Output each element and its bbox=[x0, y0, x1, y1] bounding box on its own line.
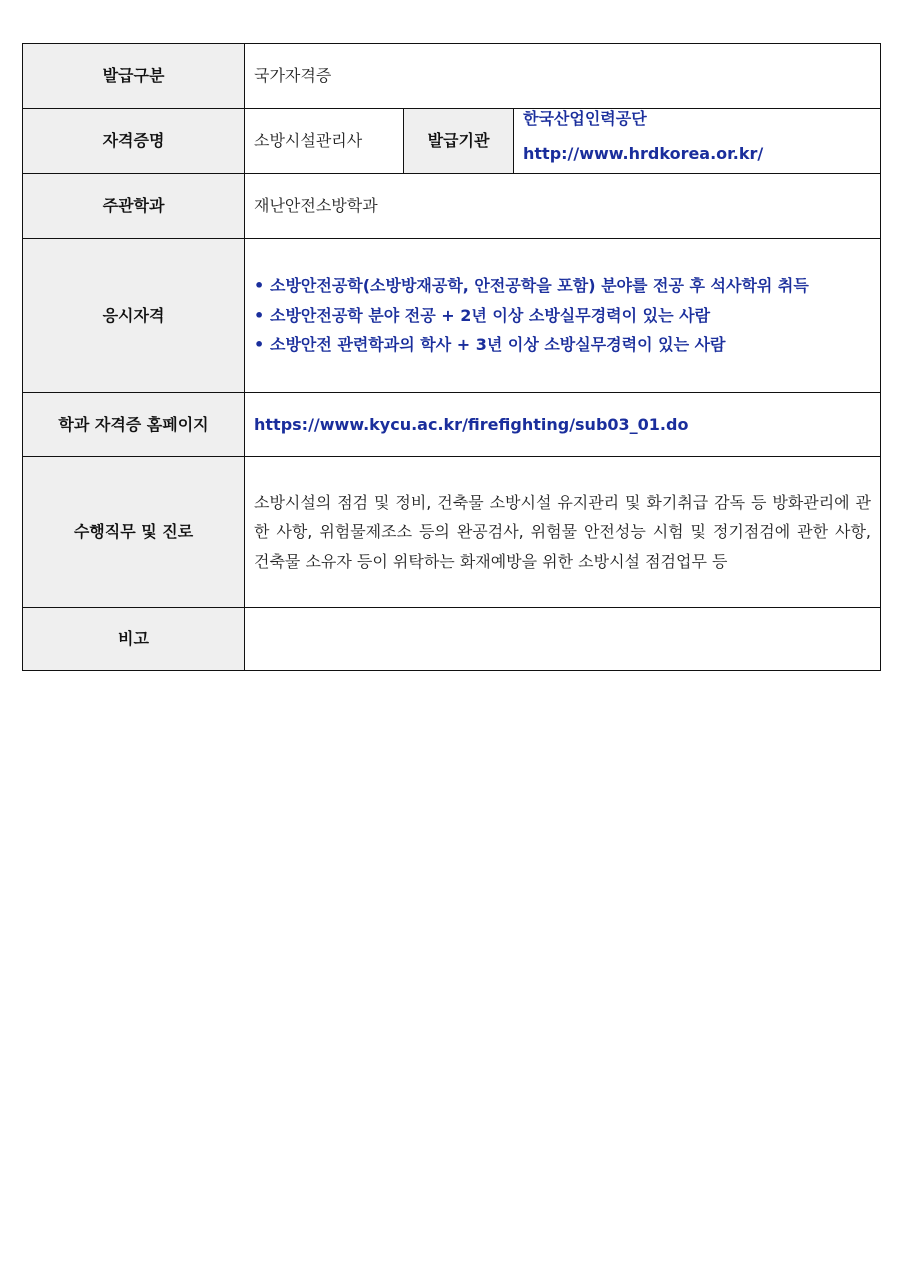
bullet-icon: • bbox=[254, 276, 265, 296]
homepage-link[interactable]: https://www.kycu.ac.kr/firefighting/sub03_01.do bbox=[254, 414, 689, 434]
homepage-label: 학과 자격증 홈페이지 bbox=[23, 393, 245, 457]
list-item bbox=[254, 330, 871, 360]
cert-name-value: 소방시설관리사 bbox=[245, 109, 404, 174]
issuer-label: 발급기관 bbox=[404, 109, 514, 174]
qualification-item-text: 소방안전공학(소방방재공학, 안전공학을 포함) 분야를 전공 후 석사학위 취득 bbox=[270, 276, 809, 296]
qualification-item-text: 소방안전공학 분야 전공 + 2년 이상 소방실무경력이 있는 사람 bbox=[270, 305, 711, 325]
homepage-cell bbox=[245, 393, 881, 457]
qualification-label: 응시자격 bbox=[23, 239, 245, 393]
issue-type-value: 국가자격증 bbox=[245, 44, 881, 109]
issuer-url-link[interactable]: http://www.hrdkorea.or.kr/ bbox=[523, 143, 764, 163]
department-value: 재난안전소방학과 bbox=[245, 174, 881, 239]
issue-type-label: 발급구분 bbox=[23, 44, 245, 109]
row-remarks bbox=[23, 608, 881, 671]
issuer-cell bbox=[514, 109, 881, 174]
row-homepage bbox=[23, 393, 881, 457]
list-item bbox=[254, 271, 871, 301]
qualification-item-text: 소방안전 관련학과의 학사 + 3년 이상 소방실무경력이 있는 사람 bbox=[270, 335, 726, 355]
department-label: 주관학과 bbox=[23, 174, 245, 239]
row-duties bbox=[23, 457, 881, 608]
duties-cell bbox=[245, 457, 881, 608]
bullet-icon: • bbox=[254, 305, 265, 325]
list-item bbox=[254, 301, 871, 331]
duties-label: 수행직무 및 진로 bbox=[23, 457, 245, 608]
qualification-cell bbox=[245, 239, 881, 393]
row-cert-name bbox=[23, 109, 881, 174]
row-department bbox=[23, 174, 881, 239]
remarks-value bbox=[245, 608, 881, 671]
remarks-label: 비고 bbox=[23, 608, 245, 671]
certificate-info-table bbox=[22, 43, 881, 671]
qualification-list bbox=[254, 271, 871, 360]
cert-name-label: 자격증명 bbox=[23, 109, 245, 174]
duties-text: 소방시설의 점검 및 정비, 건축물 소방시설 유지관리 및 화기취급 감독 등 방화관리에 관한 사항, 위험물제조소 등의 완공검사, 위험물 안전성능 시험 및 정기점검에 관한 사항, 건축물 소유자 등이 위탁하는 화재예방을 위한 소방시설 점검업무 등 bbox=[254, 492, 871, 571]
issuer-name: 한국산업인력공단 bbox=[523, 109, 647, 129]
row-qualification bbox=[23, 239, 881, 393]
row-issue-type bbox=[23, 44, 881, 109]
bullet-icon: • bbox=[254, 335, 265, 355]
